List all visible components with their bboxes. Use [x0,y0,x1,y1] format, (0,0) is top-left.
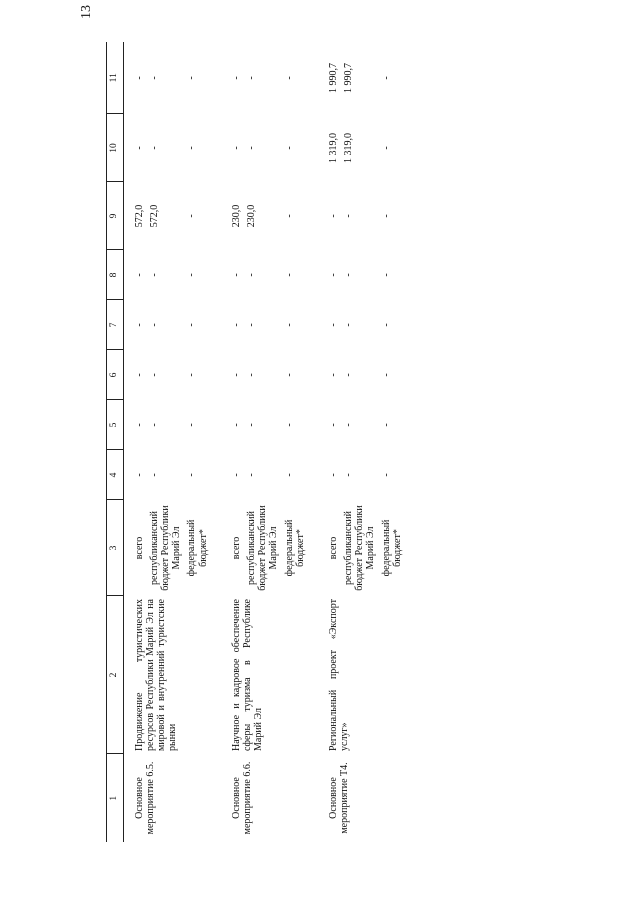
value-cell: - [283,473,295,477]
budget-table [106,42,405,842]
value-cell: - [245,473,257,477]
value-cell: - [327,473,339,477]
value-cell: 230,0 [245,204,257,228]
value-cell: - [230,273,242,277]
value-cell: - [245,146,257,150]
value-cell: - [230,146,242,150]
value-cell: - [343,273,355,277]
value-cell: - [186,76,198,80]
value-cell: - [133,323,145,327]
column-number-row [107,42,124,842]
value-cell: - [186,473,198,477]
value-cell: - [245,76,257,80]
value-cell: - [380,323,392,327]
value-cell: - [148,76,160,80]
value-cell: - [186,146,198,150]
measure-number: Основное мероприятие 6.6. [230,761,253,835]
column-header: 1 [107,754,124,842]
value-cell: - [148,373,160,377]
value-cell: - [327,214,339,218]
value-cell: 1 319,0 [327,133,339,163]
value-cell: - [245,373,257,377]
value-cell: - [186,373,198,377]
value-cell: - [133,273,145,277]
value-cell: - [283,373,295,377]
value-cell: - [133,146,145,150]
value-cell: - [327,323,339,327]
value-cell: - [343,473,355,477]
value-cell: - [380,76,392,80]
value-cell: - [283,146,295,150]
value-cell: - [245,323,257,327]
value-cell: - [133,76,145,80]
value-cell: - [380,214,392,218]
value-cell: 1 990,7 [327,63,339,93]
table-row [123,42,147,842]
value-cell: 572,0 [148,204,160,228]
funding-source: федеральный бюджет* [283,519,306,577]
value-cell: - [230,323,242,327]
column-header: 9 [107,182,124,250]
value-cell: 572,0 [133,204,145,228]
value-cell: - [133,423,145,427]
value-cell: - [283,273,295,277]
funding-source: федеральный бюджет* [380,519,403,577]
column-header: 5 [107,400,124,450]
value-cell: - [148,473,160,477]
value-cell: - [283,214,295,218]
value-cell: - [327,373,339,377]
value-cell: 1 990,7 [343,63,355,93]
measure-name: Научное и кадровое обеспечение сферы туризма в Республике Марий Эл [230,599,265,751]
value-cell: - [230,373,242,377]
measure-name: Продвижение туристических ресурсов Республики Марий Эл на мировой и внутренний туристские рынки [133,599,179,751]
value-cell: - [380,473,392,477]
value-cell: 1 319,0 [343,133,355,163]
value-cell: - [148,423,160,427]
value-cell: - [245,423,257,427]
column-header: 11 [107,42,124,114]
measure-number: Основное мероприятие 6.5. [133,761,156,835]
value-cell: - [230,423,242,427]
value-cell: - [186,323,198,327]
column-header: 3 [107,500,124,596]
group-gap [308,42,326,842]
value-cell: - [380,273,392,277]
column-header: 8 [107,250,124,300]
value-cell: - [186,214,198,218]
value-cell: - [343,214,355,218]
funding-source: федеральный бюджет* [186,519,209,577]
funding-source: всего [230,536,242,560]
funding-source: республиканский бюджет Республики Марий Эл [148,505,183,591]
value-cell: - [283,423,295,427]
value-cell: - [380,146,392,150]
funding-source: всего [327,536,339,560]
value-cell: - [230,473,242,477]
value-cell: - [343,373,355,377]
column-header: 2 [107,596,124,754]
value-cell: 230,0 [230,204,242,228]
column-header: 4 [107,450,124,500]
funding-source: всего [133,536,145,560]
measure-name: Региональный проект «Экспорт услуг» [327,599,351,751]
value-cell: - [230,76,242,80]
funding-source: республиканский бюджет Республики Марий Эл [245,505,280,591]
value-cell: - [133,373,145,377]
value-cell: - [343,423,355,427]
rotated-table-container [106,42,405,842]
value-cell: - [283,76,295,80]
funding-source: республиканский бюджет Республики Марий Эл [343,505,377,591]
table-row [326,42,341,842]
value-cell: - [148,323,160,327]
column-header: 10 [107,114,124,182]
measure-number: Основное мероприятие T4. [327,762,351,834]
value-cell: - [283,323,295,327]
value-cell: - [133,473,145,477]
table-row [229,42,244,842]
value-cell: - [380,373,392,377]
value-cell: - [186,273,198,277]
value-cell: - [327,423,339,427]
value-cell: - [327,273,339,277]
group-gap [211,42,229,842]
column-header: 6 [107,350,124,400]
value-cell: - [186,423,198,427]
page-number: 13 [79,5,94,19]
value-cell: - [245,273,257,277]
value-cell: - [343,323,355,327]
value-cell: - [148,146,160,150]
value-cell: - [380,423,392,427]
value-cell: - [148,273,160,277]
column-header: 7 [107,300,124,350]
